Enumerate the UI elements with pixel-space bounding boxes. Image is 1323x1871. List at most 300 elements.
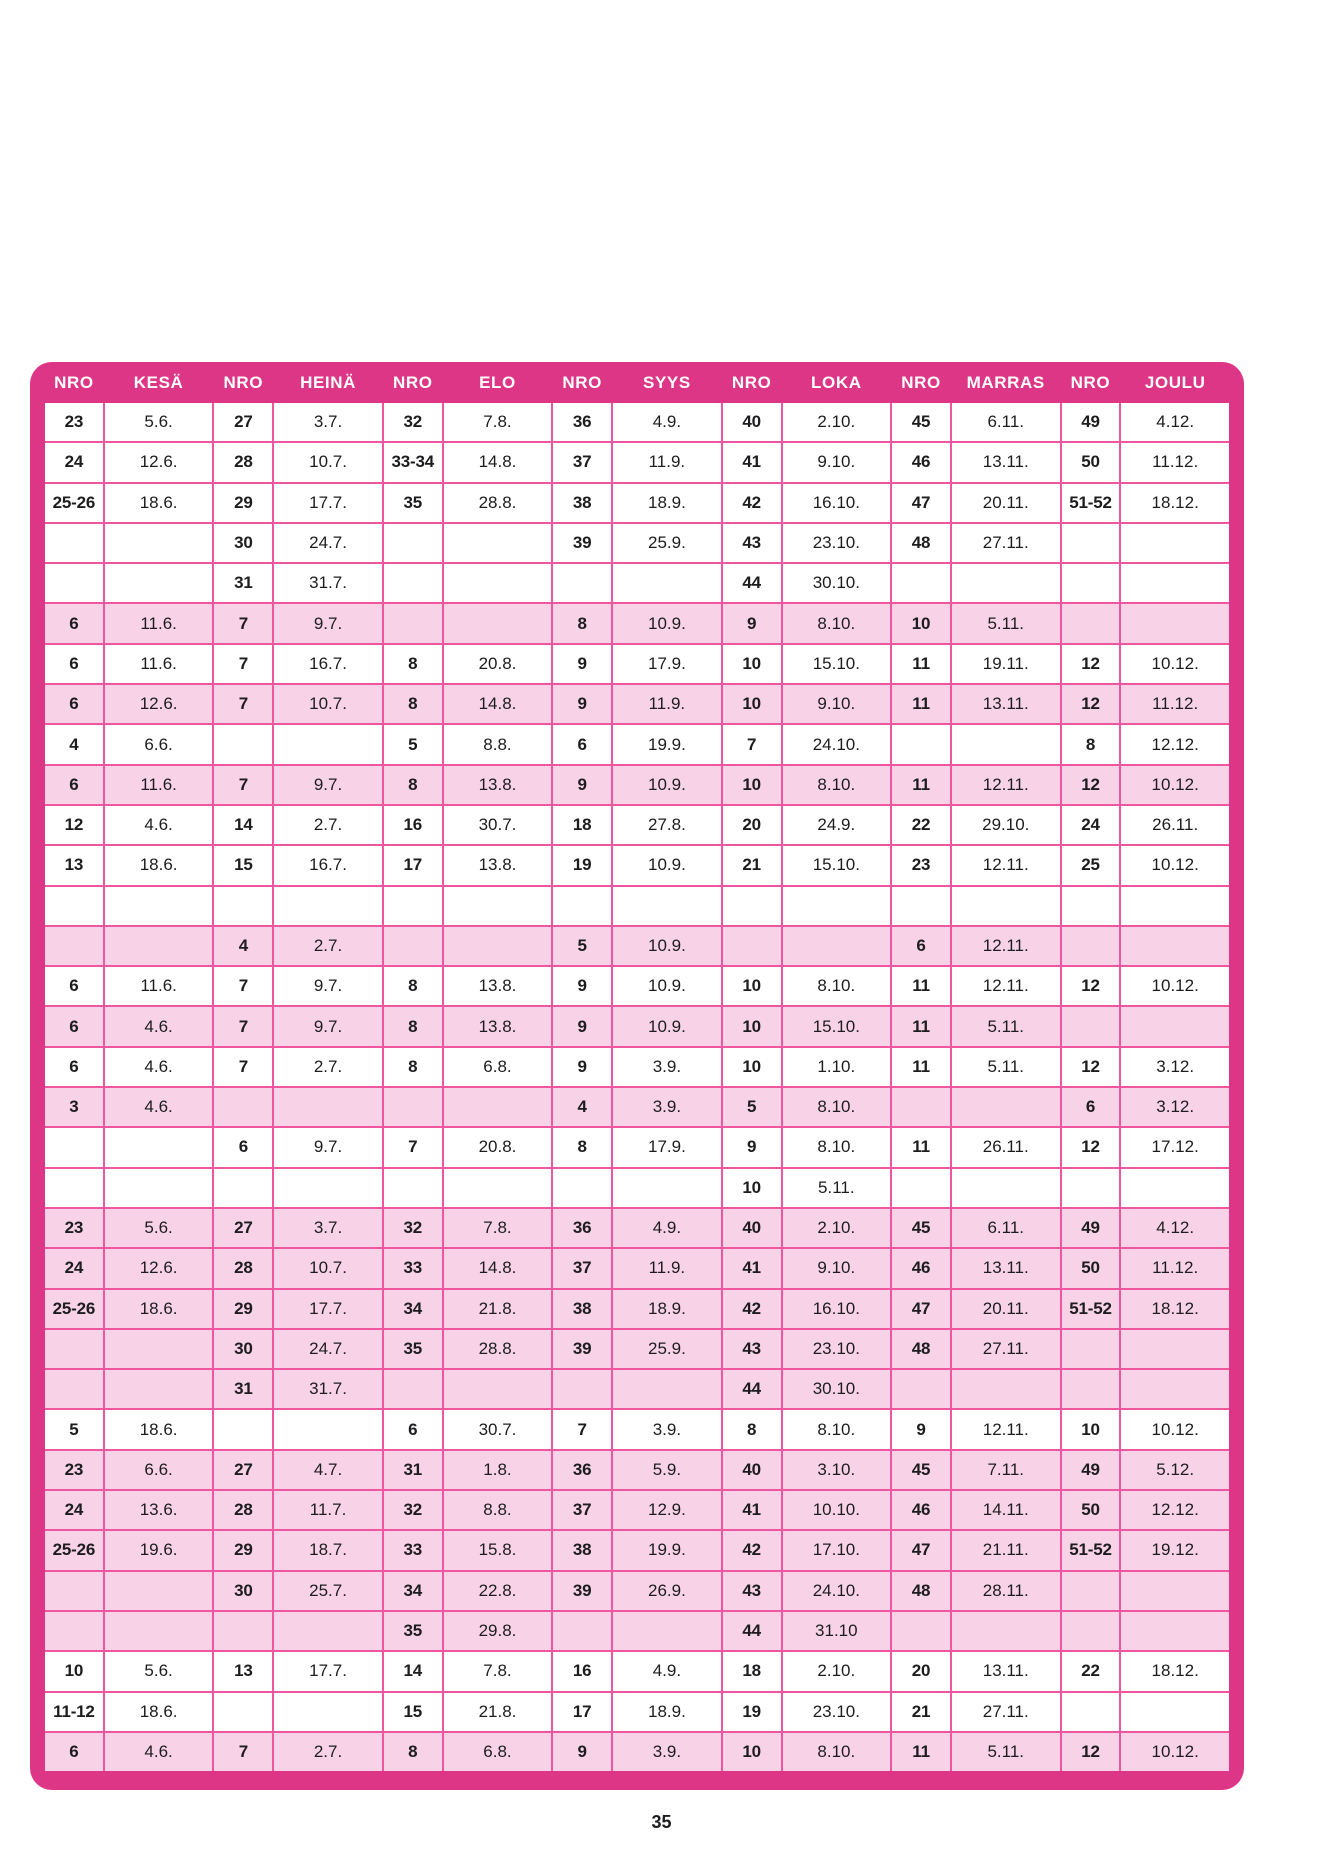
issue-date-cell: 29.10.	[952, 806, 1060, 844]
issue-number-cell: 8	[384, 1048, 442, 1086]
issue-number-cell: 10	[723, 967, 781, 1005]
issue-date-cell: 8.10.	[783, 1128, 891, 1166]
issue-date-cell: 19.6.	[105, 1531, 213, 1569]
issue-date-cell: 8.10.	[783, 967, 891, 1005]
issue-number-cell: 4	[214, 927, 272, 965]
issue-date-cell: 30.7.	[444, 806, 552, 844]
issue-date-cell: 17.9.	[613, 645, 721, 683]
issue-number-cell	[384, 1169, 442, 1207]
issue-date-cell: 10.12.	[1121, 1733, 1229, 1771]
issue-date-cell: 4.7.	[274, 1451, 382, 1489]
issue-date-cell: 2.7.	[274, 1733, 382, 1771]
issue-number-cell	[45, 1330, 103, 1368]
issue-number-cell: 50	[1062, 1491, 1120, 1529]
issue-number-cell: 6	[45, 1733, 103, 1771]
issue-date-cell: 20.11.	[952, 1290, 1060, 1328]
issue-date-cell: 8.10.	[783, 1410, 891, 1448]
column-header-5: ELO	[479, 372, 516, 392]
issue-number-cell: 45	[892, 1451, 950, 1489]
issue-date-cell: 16.10.	[783, 1290, 891, 1328]
issue-number-cell: 8	[384, 1007, 442, 1045]
issue-number-cell: 14	[384, 1652, 442, 1690]
issue-number-cell: 47	[892, 1290, 950, 1328]
issue-number-cell: 7	[384, 1128, 442, 1166]
issue-number-cell: 19	[723, 1693, 781, 1731]
issue-number-cell: 41	[723, 1491, 781, 1529]
issue-date-cell: 18.12.	[1121, 1652, 1229, 1690]
issue-number-cell: 33	[384, 1249, 442, 1287]
issue-date-cell	[952, 1088, 1060, 1126]
issue-date-cell: 18.7.	[274, 1531, 382, 1569]
issue-number-cell	[214, 725, 272, 763]
issue-number-cell: 9	[553, 645, 611, 683]
issue-date-cell	[444, 1088, 552, 1126]
issue-number-cell: 10	[723, 1169, 781, 1207]
issue-date-cell: 3.10.	[783, 1451, 891, 1489]
issue-number-cell: 8	[384, 645, 442, 683]
issue-number-cell: 35	[384, 1330, 442, 1368]
issue-date-cell: 20.8.	[444, 645, 552, 683]
issue-number-cell: 5	[384, 725, 442, 763]
issue-date-cell: 5.12.	[1121, 1451, 1229, 1489]
issue-date-cell: 18.12.	[1121, 1290, 1229, 1328]
issue-number-cell: 7	[214, 1007, 272, 1045]
issue-number-cell: 29	[214, 484, 272, 522]
issue-number-cell: 8	[384, 1733, 442, 1771]
issue-number-cell: 40	[723, 1209, 781, 1247]
issue-date-cell: 3.7.	[274, 403, 382, 441]
issue-number-cell: 20	[892, 1652, 950, 1690]
issue-number-cell: 13	[214, 1652, 272, 1690]
column-header-12: NRO	[1070, 372, 1111, 392]
issue-date-cell	[952, 887, 1060, 925]
issue-date-cell: 4.12.	[1121, 403, 1229, 441]
issue-number-cell: 29	[214, 1290, 272, 1328]
issue-date-cell: 26.9.	[613, 1572, 721, 1610]
issue-number-cell: 8	[553, 1128, 611, 1166]
issue-number-cell: 45	[892, 403, 950, 441]
issue-number-cell: 27	[214, 1209, 272, 1247]
issue-number-cell: 41	[723, 1249, 781, 1287]
issue-date-cell	[444, 564, 552, 602]
issue-date-cell: 4.6.	[105, 1007, 213, 1045]
issue-date-cell	[444, 604, 552, 642]
issue-date-cell: 19.11.	[952, 645, 1060, 683]
issue-date-cell: 6.6.	[105, 1451, 213, 1489]
issue-date-cell: 13.8.	[444, 846, 552, 884]
issue-number-cell: 40	[723, 403, 781, 441]
issue-date-cell: 22.8.	[444, 1572, 552, 1610]
issue-date-cell: 9.7.	[274, 1007, 382, 1045]
issue-number-cell: 9	[553, 685, 611, 723]
issue-number-cell: 38	[553, 1290, 611, 1328]
issue-date-cell: 11.9.	[613, 685, 721, 723]
issue-date-cell: 15.8.	[444, 1531, 552, 1569]
issue-date-cell: 13.11.	[952, 685, 1060, 723]
issue-number-cell: 7	[214, 604, 272, 642]
issue-number-cell	[384, 887, 442, 925]
issue-date-cell: 15.10.	[783, 645, 891, 683]
table-header-row	[45, 362, 1229, 403]
issue-number-cell	[45, 1572, 103, 1610]
issue-date-cell	[1121, 1370, 1229, 1408]
issue-number-cell	[45, 1169, 103, 1207]
issue-number-cell	[214, 1169, 272, 1207]
issue-number-cell: 42	[723, 1531, 781, 1569]
issue-number-cell: 44	[723, 1370, 781, 1408]
issue-date-cell	[1121, 1693, 1229, 1731]
column-header-3: HEINÄ	[300, 372, 356, 392]
issue-date-cell: 11.9.	[613, 443, 721, 481]
issue-number-cell	[1062, 604, 1120, 642]
issue-number-cell: 5	[553, 927, 611, 965]
page-number: 35	[651, 1812, 672, 1832]
issue-date-cell: 27.8.	[613, 806, 721, 844]
issue-date-cell	[105, 1330, 213, 1368]
issue-date-cell: 4.6.	[105, 1048, 213, 1086]
issue-date-cell: 18.9.	[613, 484, 721, 522]
issue-date-cell: 10.9.	[613, 927, 721, 965]
issue-number-cell: 6	[45, 645, 103, 683]
issue-date-cell: 27.11.	[952, 1693, 1060, 1731]
issue-number-cell: 9	[553, 766, 611, 804]
issue-number-cell: 28	[214, 443, 272, 481]
issue-number-cell: 46	[892, 1249, 950, 1287]
issue-number-cell: 6	[1062, 1088, 1120, 1126]
issue-number-cell: 43	[723, 1330, 781, 1368]
issue-date-cell: 8.8.	[444, 725, 552, 763]
issue-number-cell: 10	[723, 766, 781, 804]
issue-date-cell: 3.9.	[613, 1088, 721, 1126]
issue-date-cell	[1121, 604, 1229, 642]
issue-number-cell: 7	[214, 1048, 272, 1086]
issue-number-cell: 6	[384, 1410, 442, 1448]
issue-number-cell: 6	[45, 1048, 103, 1086]
issue-number-cell: 20	[723, 806, 781, 844]
issue-date-cell: 2.10.	[783, 1209, 891, 1247]
issue-date-cell: 28.11.	[952, 1572, 1060, 1610]
issue-number-cell	[553, 1169, 611, 1207]
issue-number-cell: 8	[1062, 725, 1120, 763]
issue-number-cell	[214, 1693, 272, 1731]
issue-date-cell: 2.7.	[274, 927, 382, 965]
issue-date-cell: 12.6.	[105, 1249, 213, 1287]
issue-date-cell	[952, 1169, 1060, 1207]
issue-date-cell	[274, 725, 382, 763]
issue-number-cell: 34	[384, 1572, 442, 1610]
issue-date-cell: 19.9.	[613, 1531, 721, 1569]
issue-date-cell: 16.10.	[783, 484, 891, 522]
issue-number-cell: 49	[1062, 1209, 1120, 1247]
issue-date-cell: 12.11.	[952, 927, 1060, 965]
issue-number-cell: 24	[45, 1491, 103, 1529]
issue-date-cell	[1121, 524, 1229, 562]
issue-number-cell: 12	[1062, 1733, 1120, 1771]
issue-date-cell: 21.8.	[444, 1290, 552, 1328]
issue-number-cell: 41	[723, 443, 781, 481]
issue-number-cell: 48	[892, 524, 950, 562]
issue-number-cell: 49	[1062, 403, 1120, 441]
issue-number-cell: 46	[892, 443, 950, 481]
issue-date-cell: 26.11.	[1121, 806, 1229, 844]
issue-date-cell: 5.6.	[105, 403, 213, 441]
issue-date-cell: 4.9.	[613, 1209, 721, 1247]
issue-number-cell	[384, 1370, 442, 1408]
issue-number-cell: 7	[214, 967, 272, 1005]
issue-date-cell: 24.7.	[274, 524, 382, 562]
column-header-7: SYYS	[643, 372, 691, 392]
issue-date-cell: 18.9.	[613, 1693, 721, 1731]
issue-date-cell: 12.11.	[952, 1410, 1060, 1448]
issue-date-cell: 7.8.	[444, 1652, 552, 1690]
issue-number-cell	[1062, 564, 1120, 602]
issue-date-cell	[105, 1572, 213, 1610]
issue-number-cell: 48	[892, 1572, 950, 1610]
issue-number-cell: 23	[45, 1451, 103, 1489]
issue-number-cell: 12	[1062, 645, 1120, 683]
issue-date-cell	[1121, 1612, 1229, 1650]
issue-number-cell: 6	[45, 685, 103, 723]
issue-date-cell	[613, 887, 721, 925]
issue-date-cell: 28.8.	[444, 1330, 552, 1368]
issue-number-cell: 10	[892, 604, 950, 642]
issue-date-cell: 12.12.	[1121, 725, 1229, 763]
issue-number-cell: 24	[45, 443, 103, 481]
issue-number-cell: 49	[1062, 1451, 1120, 1489]
issue-number-cell: 12	[1062, 1128, 1120, 1166]
issue-date-cell	[952, 1612, 1060, 1650]
issue-number-cell	[892, 1370, 950, 1408]
issue-date-cell: 25.9.	[613, 1330, 721, 1368]
issue-number-cell	[553, 1370, 611, 1408]
issue-date-cell: 30.10.	[783, 564, 891, 602]
issue-date-cell: 5.9.	[613, 1451, 721, 1489]
issue-date-cell: 10.9.	[613, 604, 721, 642]
column-header-4: NRO	[392, 372, 433, 392]
issue-number-cell	[214, 1410, 272, 1448]
issue-number-cell: 40	[723, 1451, 781, 1489]
issue-number-cell: 8	[384, 766, 442, 804]
issue-date-cell: 6.11.	[952, 1209, 1060, 1247]
issue-date-cell	[783, 887, 891, 925]
issue-number-cell	[384, 564, 442, 602]
issue-date-cell	[444, 887, 552, 925]
issue-date-cell: 23.10.	[783, 524, 891, 562]
issue-number-cell: 35	[384, 1612, 442, 1650]
issue-number-cell	[1062, 1370, 1120, 1408]
issue-number-cell: 37	[553, 443, 611, 481]
issue-date-cell: 11.6.	[105, 645, 213, 683]
issue-date-cell: 8.8.	[444, 1491, 552, 1529]
issue-number-cell	[214, 887, 272, 925]
issue-date-cell	[444, 1169, 552, 1207]
issue-number-cell: 22	[892, 806, 950, 844]
issue-date-cell: 12.6.	[105, 443, 213, 481]
issue-number-cell: 23	[892, 846, 950, 884]
issue-number-cell: 43	[723, 524, 781, 562]
issue-date-cell: 11.12.	[1121, 443, 1229, 481]
issue-date-cell: 14.8.	[444, 685, 552, 723]
issue-number-cell: 25-26	[45, 484, 103, 522]
issue-number-cell: 30	[214, 524, 272, 562]
issue-date-cell: 31.7.	[274, 1370, 382, 1408]
issue-number-cell: 23	[45, 403, 103, 441]
issue-date-cell	[105, 524, 213, 562]
issue-number-cell: 10	[1062, 1410, 1120, 1448]
issue-number-cell: 38	[553, 484, 611, 522]
issue-number-cell	[892, 1612, 950, 1650]
issue-date-cell: 14.8.	[444, 1249, 552, 1287]
issue-date-cell: 12.6.	[105, 685, 213, 723]
issue-number-cell: 16	[384, 806, 442, 844]
issue-date-cell: 4.6.	[105, 1733, 213, 1771]
issue-number-cell	[1062, 524, 1120, 562]
issue-number-cell: 51-52	[1062, 1531, 1120, 1569]
issue-number-cell: 7	[553, 1410, 611, 1448]
issue-date-cell: 3.12.	[1121, 1088, 1229, 1126]
issue-number-cell: 32	[384, 1209, 442, 1247]
issue-number-cell: 10	[723, 1007, 781, 1045]
issue-number-cell	[384, 524, 442, 562]
issue-number-cell: 3	[45, 1088, 103, 1126]
issue-date-cell: 20.11.	[952, 484, 1060, 522]
issue-number-cell: 37	[553, 1491, 611, 1529]
issue-date-cell: 18.6.	[105, 1410, 213, 1448]
issue-date-cell	[274, 887, 382, 925]
issue-date-cell	[274, 1612, 382, 1650]
issue-number-cell: 5	[723, 1088, 781, 1126]
issue-date-cell: 24.9.	[783, 806, 891, 844]
issue-date-cell: 5.11.	[952, 1733, 1060, 1771]
issue-number-cell: 39	[553, 1330, 611, 1368]
issue-number-cell: 11	[892, 1733, 950, 1771]
issue-number-cell: 37	[553, 1249, 611, 1287]
issue-date-cell: 31.7.	[274, 564, 382, 602]
issue-date-cell: 9.10.	[783, 443, 891, 481]
issue-number-cell: 4	[45, 725, 103, 763]
issue-number-cell: 50	[1062, 1249, 1120, 1287]
issue-number-cell	[723, 887, 781, 925]
issue-date-cell: 11.6.	[105, 967, 213, 1005]
issue-number-cell: 29	[214, 1531, 272, 1569]
issue-date-cell: 10.9.	[613, 1007, 721, 1045]
issue-number-cell: 27	[214, 403, 272, 441]
issue-date-cell: 4.6.	[105, 806, 213, 844]
issue-date-cell: 15.10.	[783, 1007, 891, 1045]
issue-date-cell: 18.9.	[613, 1290, 721, 1328]
issue-number-cell	[1062, 1612, 1120, 1650]
issue-date-cell	[105, 927, 213, 965]
issue-date-cell: 2.10.	[783, 403, 891, 441]
issue-date-cell	[105, 887, 213, 925]
issue-date-cell: 10.12.	[1121, 846, 1229, 884]
issue-date-cell: 3.12.	[1121, 1048, 1229, 1086]
issue-number-cell: 7	[214, 1733, 272, 1771]
issue-date-cell: 18.6.	[105, 1693, 213, 1731]
issue-date-cell: 13.8.	[444, 1007, 552, 1045]
issue-date-cell: 25.7.	[274, 1572, 382, 1610]
issue-number-cell: 10	[45, 1652, 103, 1690]
issue-date-cell: 12.11.	[952, 766, 1060, 804]
issue-number-cell	[723, 927, 781, 965]
issue-number-cell: 8	[384, 967, 442, 1005]
issue-number-cell: 36	[553, 1209, 611, 1247]
issue-number-cell: 9	[892, 1410, 950, 1448]
issue-date-cell: 24.10.	[783, 1572, 891, 1610]
issue-date-cell: 17.12.	[1121, 1128, 1229, 1166]
issue-date-cell: 16.7.	[274, 846, 382, 884]
issue-number-cell: 27	[214, 1451, 272, 1489]
issue-date-cell: 10.9.	[613, 967, 721, 1005]
issue-number-cell: 7	[214, 766, 272, 804]
issue-date-cell	[274, 1088, 382, 1126]
issue-date-cell: 2.10.	[783, 1652, 891, 1690]
issue-number-cell: 12	[1062, 766, 1120, 804]
issue-date-cell: 1.8.	[444, 1451, 552, 1489]
issue-date-cell	[952, 1370, 1060, 1408]
issue-number-cell: 32	[384, 1491, 442, 1529]
issue-number-cell	[892, 887, 950, 925]
issue-number-cell: 34	[384, 1290, 442, 1328]
issue-date-cell: 5.6.	[105, 1209, 213, 1247]
issue-number-cell: 51-52	[1062, 1290, 1120, 1328]
issue-number-cell: 47	[892, 1531, 950, 1569]
issue-date-cell: 6.8.	[444, 1733, 552, 1771]
column-header-11: MARRAS	[966, 372, 1045, 392]
issue-date-cell: 8.10.	[783, 766, 891, 804]
issue-date-cell: 7.11.	[952, 1451, 1060, 1489]
issue-number-cell: 32	[384, 403, 442, 441]
issue-number-cell: 24	[1062, 806, 1120, 844]
issue-number-cell	[1062, 927, 1120, 965]
issue-number-cell: 42	[723, 484, 781, 522]
issue-number-cell	[892, 1169, 950, 1207]
issue-number-cell: 11	[892, 1048, 950, 1086]
issue-number-cell: 25-26	[45, 1531, 103, 1569]
issue-date-cell	[274, 1410, 382, 1448]
issue-date-cell: 13.11.	[952, 1249, 1060, 1287]
issue-date-cell: 24.7.	[274, 1330, 382, 1368]
issue-number-cell: 10	[723, 645, 781, 683]
issue-number-cell	[45, 1612, 103, 1650]
publication-schedule-table	[30, 362, 1244, 1790]
issue-date-cell	[274, 1693, 382, 1731]
issue-number-cell	[45, 564, 103, 602]
issue-number-cell	[1062, 1693, 1120, 1731]
issue-number-cell: 19	[553, 846, 611, 884]
issue-number-cell: 13	[45, 846, 103, 884]
issue-number-cell	[45, 927, 103, 965]
issue-number-cell: 17	[384, 846, 442, 884]
column-header-8: NRO	[731, 372, 772, 392]
issue-date-cell	[613, 1169, 721, 1207]
issue-date-cell: 27.11.	[952, 524, 1060, 562]
issue-date-cell: 2.7.	[274, 1048, 382, 1086]
issue-date-cell: 19.12.	[1121, 1531, 1229, 1569]
issue-date-cell: 8.10.	[783, 1088, 891, 1126]
issue-number-cell: 33	[384, 1531, 442, 1569]
issue-number-cell: 6	[45, 967, 103, 1005]
issue-date-cell: 7.8.	[444, 403, 552, 441]
issue-date-cell: 30.7.	[444, 1410, 552, 1448]
issue-date-cell: 31.10	[783, 1612, 891, 1650]
issue-number-cell	[1062, 1169, 1120, 1207]
issue-number-cell: 44	[723, 1612, 781, 1650]
issue-date-cell	[444, 927, 552, 965]
issue-date-cell	[1121, 1169, 1229, 1207]
issue-number-cell: 7	[214, 645, 272, 683]
issue-number-cell: 23	[45, 1209, 103, 1247]
